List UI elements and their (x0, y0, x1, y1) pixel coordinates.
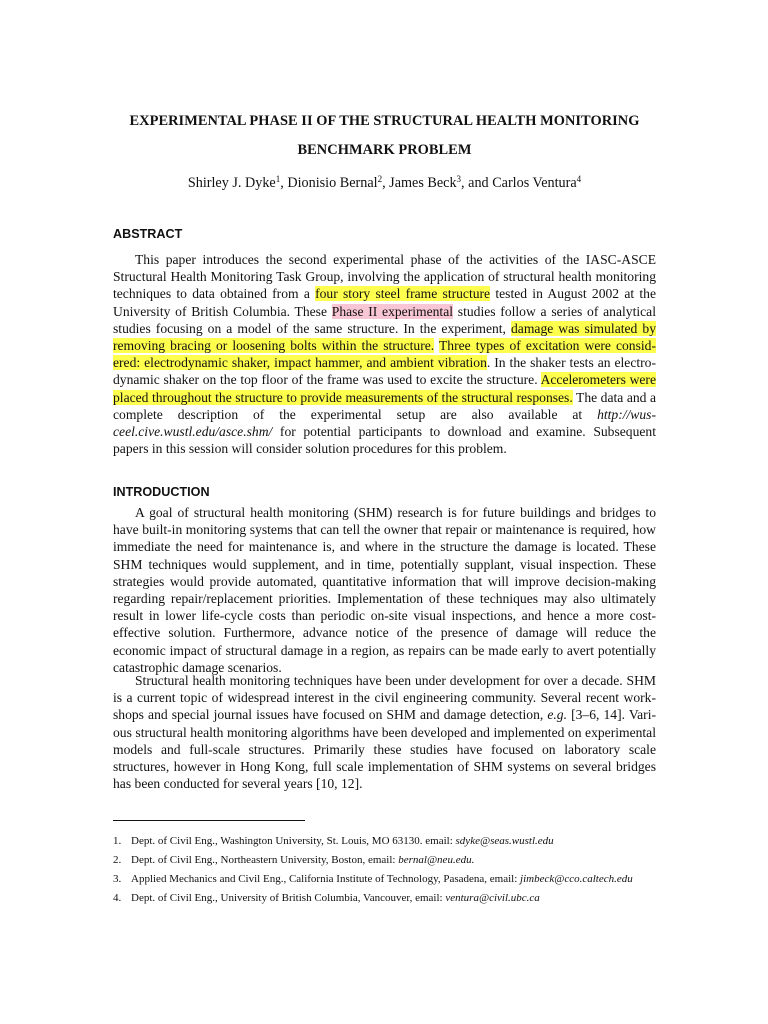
introduction-paragraph-2 (113, 672, 656, 792)
body-text: Structural health monitoring techniques have been under development for over a decade. SHM is a current topic of widespread interest in the civil engineering community. Several recent workshops and special journal issues have focused on SHM and damage detection, (113, 673, 656, 723)
highlighted-text: Phase II experimental (331, 303, 454, 319)
footnote-divider (113, 820, 305, 821)
body-text: for potential participants to download and examine. Subsequent papers in this session will consider solution procedures for this problem. (113, 424, 656, 457)
footnote-item (113, 889, 656, 908)
author-separator: , (382, 175, 390, 191)
highlighted-text: Three types of excitation were considered: electrodynamic shaker, impact hammer, and ambient vibration (113, 338, 656, 371)
body-text: tested in August 2002 at the University of British Columbia. These (113, 286, 657, 319)
footnote-email: jimbeck@cco.caltech.edu (520, 873, 633, 885)
footnote-number: 1. (113, 835, 122, 847)
footnote-item (113, 870, 656, 889)
footnote-email: sdyke@seas.wustl.edu (455, 835, 554, 847)
footnote-affiliation: Applied Mechanics and Civil Eng., California Institute of Technology, Pasadena, email: (131, 873, 521, 885)
footnote-email: bernal@neu.edu. (398, 854, 475, 866)
footnote-affiliation: Dept. of Civil Eng., Northeastern University, Boston, email: (131, 854, 399, 866)
highlighted-text: damage was simulated by removing bracing or loosening bolts within the structure. (113, 320, 656, 354)
footnote-text (131, 851, 474, 870)
footnote-text (131, 832, 554, 851)
footnote-item (113, 851, 656, 870)
paper-title-line-1: EXPERIMENTAL PHASE II OF THE STRUCTURAL HEALTH MONITORING (129, 113, 640, 129)
paper-title-line-2: BENCHMARK PROBLEM (297, 142, 472, 158)
italic-text: e.g. (547, 707, 567, 723)
footnote-number: 4. (113, 892, 122, 904)
body-text: This paper introduces the second experimental phase of the activities of the IASC-ASCE Structural Health Monitoring Task Group, involving the application of structural health monitoring techniques to data obtained from a (113, 252, 656, 302)
author-name: Dionisio Bernal (287, 175, 378, 191)
footnote-affiliation: Dept. of Civil Eng., Washington University, St. Louis, MO 63130. email: (131, 835, 456, 847)
italic-text: http://wusceel.cive.wustl.edu/asce.shm/ (113, 406, 656, 440)
author-separator: , and (461, 175, 493, 191)
author-name: Shirley J. Dyke (187, 175, 276, 191)
footnote-affiliation: Dept. of Civil Eng., University of British Columbia, Vancouver, email: (131, 892, 446, 904)
footnote-item (113, 832, 656, 851)
footnote-number: 3. (113, 873, 122, 885)
author-separator: , (280, 175, 288, 191)
body-text: [3–6, 14]. Various structural health monitoring algorithms have been developed and implemented on experimental models and full-scale structures. Primarily these studies have focused on laboratory scale structures, however in Hong Kong, full scale implementation of SHM systems on several bridges has been conducted for several years [10, 12]. (113, 707, 656, 792)
author-name: James Beck (389, 175, 457, 191)
author-footnote-mark: 4 (576, 174, 582, 184)
author-footnote-mark: 1 (275, 174, 281, 184)
author-footnote-mark: 3 (456, 174, 462, 184)
body-text: . In the shaker tests an electrodynamic shaker on the top floor of the frame was used to excite the structure. (113, 355, 656, 388)
body-text: The data and a complete description of the experimental setup are also available at (113, 389, 656, 422)
abstract-paragraph (113, 251, 656, 457)
footnote-list (113, 832, 656, 908)
introduction-paragraph-1: A goal of structural health monitoring (SHM) research is for future buildings and bridges to have built-in monitoring systems that can tell the owner that repair or maintenance is required, how immediate the need for maintenance is, and where in the structure the damage is located. These SHM techniques would supplement, and in time, potentially supplant, visual inspection. These strategies would provide automated, quantitative information that will improve decision-making regarding repair/replacement priorities. Implementation of these techniques may also ultimately result in lower life-cycle costs than periodic on-site visual inspections, and hence a more cost-effective solution. Furthermore, advance notice of the presence of damage will reduce the economic impact of structural damage in a region, as repairs can be made early to avert potentially catastrophic damage scenarios. (113, 505, 656, 675)
body-text: studies follow a series of analytical studies focusing on a model of the same structure. In the experiment, (113, 303, 656, 336)
footnote-email: ventura@civil.ubc.ca (445, 892, 540, 904)
author-list (113, 175, 656, 192)
footnote-text (131, 889, 540, 908)
highlighted-text: Accelerometers were placed throughout the structure to provide measurements of the structural responses. (113, 372, 656, 405)
footnote-text (131, 870, 633, 889)
footnote-number: 2. (113, 854, 122, 866)
highlighted-text: four story steel frame structure (315, 286, 491, 302)
abstract-heading: ABSTRACT (113, 227, 183, 241)
introduction-heading: INTRODUCTION (113, 485, 210, 499)
author-name: Carlos Ventura (492, 175, 577, 191)
author-footnote-mark: 2 (377, 174, 383, 184)
